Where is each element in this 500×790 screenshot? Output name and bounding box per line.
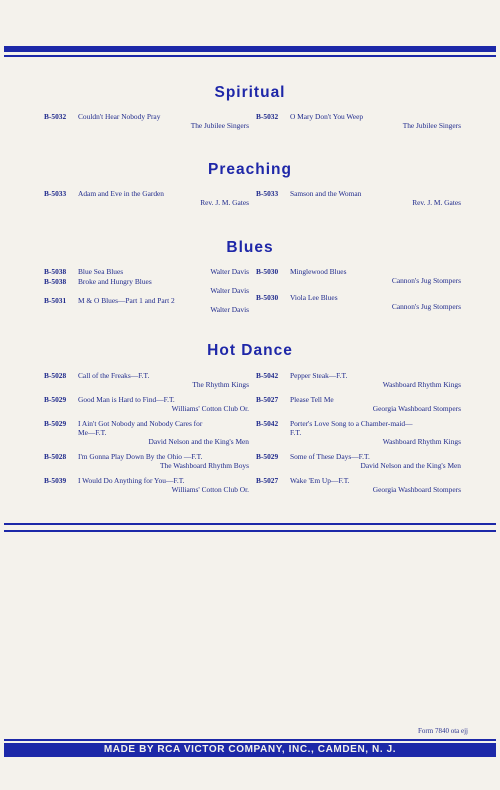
record-entry: [44, 189, 249, 207]
catalog-number: B-5027: [256, 395, 279, 404]
record-entry: [44, 296, 249, 314]
record-entry: [256, 476, 461, 494]
artist-name: Williams' Cotton Club Or.: [171, 485, 249, 494]
song-title: M & O Blues—Part 1 and Part 2: [78, 296, 175, 305]
artist-name: Rev. J. M. Gates: [412, 198, 461, 207]
section-title-hot-dance: Hot Dance: [207, 342, 293, 359]
song-title: O Mary Don't You Weep: [290, 112, 364, 121]
middle-rule-top: [4, 523, 496, 525]
middle-rule-bottom: [4, 530, 496, 532]
song-title: Call of the Freaks—F.T.: [78, 371, 150, 380]
record-entry: [256, 293, 461, 311]
catalog-number: B-5029: [44, 395, 67, 404]
top-rule-thin: [4, 55, 496, 57]
record-entry: [44, 476, 249, 494]
record-entry: [256, 419, 461, 446]
song-title: Blue Sea Blues: [78, 267, 124, 276]
catalog-number: B-5033: [44, 189, 67, 198]
artist-name: Cannon's Jug Stompers: [391, 276, 461, 285]
section-title-preaching: Preaching: [208, 161, 292, 178]
catalog-number: B-5038: [44, 277, 67, 286]
artist-name: Georgia Washboard Stompers: [372, 485, 461, 494]
song-title: I Would Do Anything for You—F.T.: [78, 476, 185, 485]
song-title: I'm Gonna Play Down By the Ohio —F.T.: [78, 452, 203, 461]
record-entry: [44, 395, 249, 413]
footer-banner: MADE BY RCA VICTOR COMPANY, INC., CAMDEN, N. J.: [4, 743, 496, 757]
catalog-number: B-5033: [256, 189, 279, 198]
artist-name: Walter Davis: [210, 267, 249, 276]
artist-name: Cannon's Jug Stompers: [391, 302, 461, 311]
catalog-number: B-5027: [256, 476, 279, 485]
artist-name: Washboard Rhythm Kings: [382, 437, 461, 446]
catalog-number: B-5031: [44, 296, 67, 305]
song-title: Some of These Days—F.T.: [290, 452, 370, 461]
catalog-number: B-5032: [256, 112, 279, 121]
song-title: Pepper Steak—F.T.: [290, 371, 348, 380]
footer-rule: [4, 739, 496, 741]
artist-name: David Nelson and the King's Men: [360, 461, 461, 470]
artist-name: Washboard Rhythm Kings: [382, 380, 461, 389]
song-title: Minglewood Blues: [290, 267, 347, 276]
artist-name: Georgia Washboard Stompers: [372, 404, 461, 413]
record-entry: [256, 452, 461, 470]
song-title: Wake 'Em Up—F.T.: [290, 476, 350, 485]
record-entry: [256, 395, 461, 413]
artist-name: The Washboard Rhythm Boys: [160, 461, 249, 470]
spiritual-left-column: [44, 112, 249, 135]
catalog-number: B-5028: [44, 452, 67, 461]
song-title: Broke and Hungry Blues: [78, 277, 152, 286]
song-title: Please Tell Me: [290, 395, 334, 404]
record-entry: [44, 267, 249, 276]
song-title: I Ain't Got Nobody and Nobody Cares for Me—F.T.: [78, 419, 203, 437]
catalog-number: B-5042: [256, 371, 279, 380]
record-entry: [44, 277, 249, 295]
catalog-number: B-5032: [44, 112, 67, 121]
record-entry: [44, 452, 249, 470]
catalog-number: B-5030: [256, 293, 279, 302]
record-entry: [256, 189, 461, 207]
section-title-blues: Blues: [226, 239, 274, 256]
spiritual-right-column: [256, 112, 461, 135]
record-entry: [44, 419, 249, 446]
catalog-number: B-5038: [44, 267, 67, 276]
song-title: Adam and Eve in the Garden: [78, 189, 164, 198]
top-rule-thick: [4, 46, 496, 52]
artist-name: Walter Davis: [210, 286, 249, 295]
preaching-left-column: [44, 189, 249, 212]
artist-name: The Jubilee Singers: [402, 121, 461, 130]
section-title-spiritual: Spiritual: [214, 84, 286, 101]
catalog-number: B-5029: [44, 419, 67, 428]
artist-name: The Jubilee Singers: [190, 121, 249, 130]
form-number: Form 7840 ota ejj: [418, 727, 468, 735]
song-title: Samson and the Woman: [290, 189, 362, 198]
song-title: Viola Lee Blues: [290, 293, 338, 302]
artist-name: Walter Davis: [210, 305, 249, 314]
catalog-number: B-5042: [256, 419, 279, 428]
hot-dance-right-column: [256, 371, 461, 499]
artist-name: Rev. J. M. Gates: [200, 198, 249, 207]
preaching-right-column: [256, 189, 461, 212]
catalog-number: B-5028: [44, 371, 67, 380]
record-entry: [256, 267, 461, 285]
catalog-number: B-5039: [44, 476, 67, 485]
song-title: Porter's Love Song to a Chamber-maid—F.T.: [290, 419, 413, 437]
catalog-number: B-5030: [256, 267, 279, 276]
artist-name: David Nelson and the King's Men: [148, 437, 249, 446]
artist-name: The Rhythm Kings: [192, 380, 249, 389]
record-entry: [256, 112, 461, 130]
blues-left-column: [44, 267, 249, 315]
record-entry: [44, 371, 249, 389]
record-entry: [256, 371, 461, 389]
catalog-number: B-5029: [256, 452, 279, 461]
record-entry: [44, 112, 249, 130]
song-title: Good Man is Hard to Find—F.T.: [78, 395, 175, 404]
blues-right-column: [256, 267, 461, 316]
song-title: Couldn't Hear Nobody Pray: [78, 112, 161, 121]
artist-name: Williams' Cotton Club Or.: [171, 404, 249, 413]
hot-dance-left-column: [44, 371, 249, 499]
